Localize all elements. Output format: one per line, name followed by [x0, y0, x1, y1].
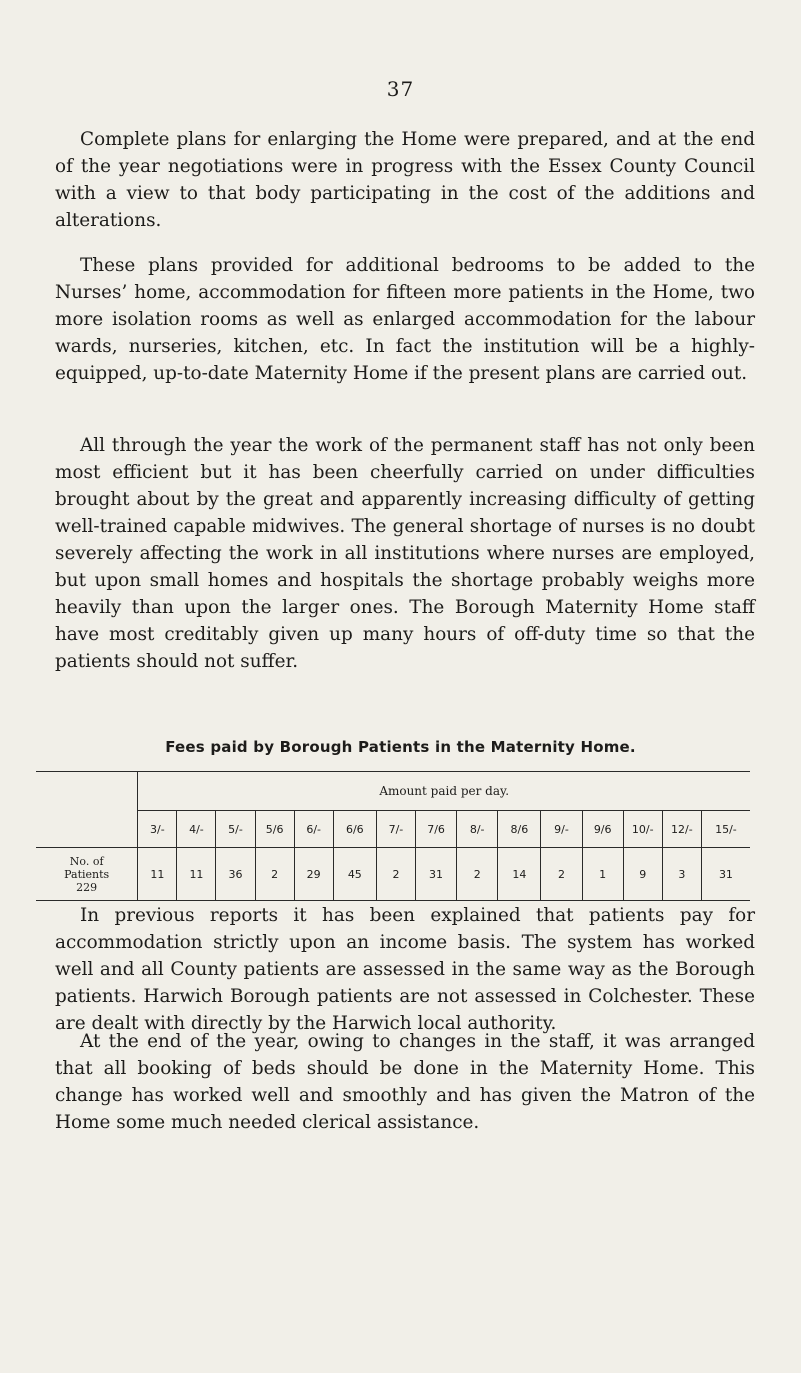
paragraph-text: In previous reports it has been explained that patients pay for accommodation strictly upon an income basis. The system has worked well and all County patients are assessed in the same way as the Borough patients. Harwich Borough patients are not assessed in Colchester. These are dealt with directly by the Harwich local authority.	[55, 905, 755, 1034]
page-number: 37	[386, 77, 415, 101]
paragraph-text: Complete plans for enlarging the Home were prepared, and at the end of the year negotiations were in progress with the Essex County Council with a view to that body participating in the cost of the additions and alterations.	[55, 129, 755, 231]
row-label-line: No. of	[69, 854, 104, 868]
rates-row	[36, 811, 750, 848]
row-label-total: 229	[76, 880, 98, 894]
rate-cell: 12/-	[662, 811, 701, 848]
patients-cell: 9	[623, 848, 662, 901]
rate-cell: 9/-	[541, 811, 582, 848]
row-label	[36, 848, 138, 901]
patients-row	[36, 848, 750, 901]
paragraph-text: At the end of the year, owing to changes in the staff, it was arranged that all booking of beds should be done in the Maternity Home. This change has worked well and smoothly and has given the Matron of the Home some much needed clerical assistance.	[55, 1031, 755, 1133]
paragraph-text: All through the year the work of the permanent staff has not only been most efficient but it has been cheerfully carried on under difficulties brought about by the great and apparently increasing difficulty of getting well-trained capable midwives. The general shortage of nurses is no doubt severely affecting the work in all institutions where nurses are employed, but upon small homes and hospitals the shortage probably weighs more heavily than upon the larger ones. The Borough Maternity Home staff have most creditably given up many hours of off-duty time so that the patients should not suffer.	[55, 435, 755, 672]
fees-table	[36, 771, 750, 901]
rate-cell: 8/-	[457, 811, 498, 848]
patients-cell: 14	[498, 848, 541, 901]
patients-cell: 2	[255, 848, 294, 901]
row-label-line: Patients	[64, 867, 110, 881]
rate-cell: 4/-	[177, 811, 216, 848]
table-header-row	[36, 772, 750, 811]
patients-cell: 31	[415, 848, 456, 901]
paragraph-plan-details	[55, 252, 755, 387]
paragraph-staff-work	[55, 432, 755, 675]
amount-heading: Amount paid per day.	[138, 772, 750, 811]
paragraph-enlargement-plans	[55, 126, 755, 234]
rate-cell: 3/-	[138, 811, 177, 848]
rate-cell: 5/6	[255, 811, 294, 848]
paragraph-income-basis	[55, 902, 755, 1037]
table-title: Fees paid by Borough Patients in the Maternity Home.	[165, 738, 636, 756]
patients-cell: 2	[457, 848, 498, 901]
paragraph-text: These plans provided for additional bedrooms to be added to the Nurses’ home, accommodation for fifteen more patients in the Home, two more isolation rooms as well as enlarged accommodation for the labour wards, nurseries, kitchen, etc. In fact the institution will be a highly-equipped, up-to-date Maternity Home if the present plans are carried out.	[55, 255, 755, 384]
rate-cell: 7/-	[376, 811, 415, 848]
rate-cell: 5/-	[216, 811, 255, 848]
patients-cell: 31	[701, 848, 750, 901]
rate-cell: 8/6	[498, 811, 541, 848]
rate-cell: 9/6	[582, 811, 623, 848]
patients-cell: 29	[294, 848, 333, 901]
patients-cell: 45	[333, 848, 376, 901]
patients-cell: 11	[177, 848, 216, 901]
patients-cell: 2	[376, 848, 415, 901]
patients-cell: 36	[216, 848, 255, 901]
table-corner	[36, 772, 138, 811]
patients-cell: 3	[662, 848, 701, 901]
patients-cell: 2	[541, 848, 582, 901]
rate-cell: 7/6	[415, 811, 456, 848]
table-corner	[36, 811, 138, 848]
rate-cell: 15/-	[701, 811, 750, 848]
rate-cell: 6/-	[294, 811, 333, 848]
rate-cell: 6/6	[333, 811, 376, 848]
patients-cell: 11	[138, 848, 177, 901]
rate-cell: 10/-	[623, 811, 662, 848]
paragraph-bookings	[55, 1028, 755, 1136]
patients-cell: 1	[582, 848, 623, 901]
